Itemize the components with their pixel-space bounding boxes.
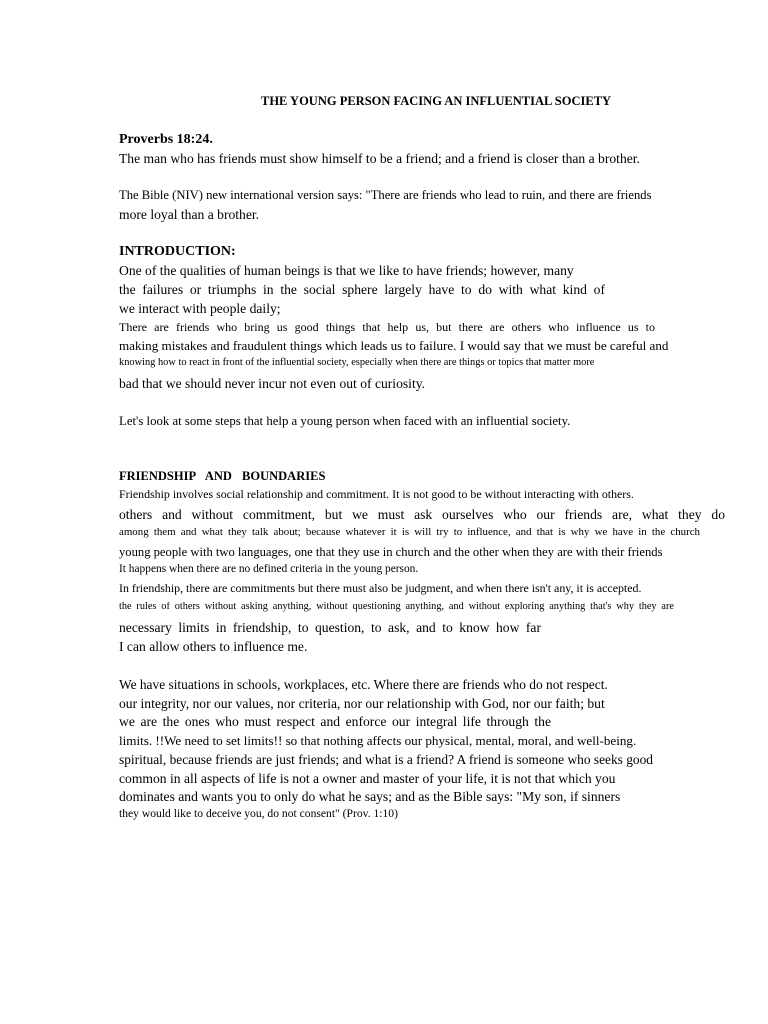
friendship-line: Friendship involves social relationship and commitment. It is not good to be without interacting with others. <box>119 487 634 501</box>
situations-line: limits. !!We need to set limits!! so that nothing affects our physical, mental, moral, and well-being. <box>119 733 637 748</box>
situations-line: we are the ones who must respect and enforce our integral life through the <box>119 715 551 729</box>
friendship-line: others and without commitment, but we must ask ourselves who our friends are, what they do <box>119 508 725 522</box>
intro-line: making mistakes and fraudulent things which leads us to failure. I would say that we must be careful and <box>119 338 669 353</box>
situations-line: our integrity, nor our values, nor criteria, nor our relationship with God, nor our faith; but <box>119 696 605 711</box>
intro-line: knowing how to react in front of the influential society, especially when there are things or topics that matter more <box>119 357 595 368</box>
friendship-line: the rules of others without asking anything, without questioning anything, and without exploring anything that's why they are <box>119 602 674 612</box>
situations-line: spiritual, because friends are just friends; and what is a friend? A friend is someone who seeks good <box>119 752 653 767</box>
verse-text: The man who has friends must show himself to be a friend; and a friend is closer than a brother. <box>119 151 640 166</box>
niv-line: The Bible (NIV) new international version says: "There are friends who lead to ruin, and there are friends <box>119 188 652 202</box>
introduction-heading: INTRODUCTION: <box>119 244 236 259</box>
intro-line: There are friends who bring us good things that help us, but there are others who influence us to <box>119 321 655 334</box>
friendship-line: I can allow others to influence me. <box>119 639 308 654</box>
niv-line: more loyal than a brother. <box>119 207 260 222</box>
document-title: THE YOUNG PERSON FACING AN INFLUENTIAL SOCIETY <box>261 94 612 108</box>
intro-line: bad that we should never incur not even out of curiosity. <box>119 376 426 391</box>
intro-line: the failures or triumphs in the social sphere largely have to do with what kind of <box>119 283 605 297</box>
situations-line: We have situations in schools, workplaces, etc. Where there are friends who do not respect. <box>119 677 608 692</box>
intro-line: One of the qualities of human beings is that we like to have friends; however, many <box>119 263 574 278</box>
friendship-line: among them and what they talk about; because whatever it is will try to influence, and that is why we have in the church <box>119 527 700 538</box>
friendship-line: necessary limits in friendship, to question, to ask, and to know how far <box>119 621 541 635</box>
friendship-line: young people with two languages, one that they use in church and the other when they are with their friends <box>119 545 663 559</box>
friendship-line: It happens when there are no defined criteria in the young person. <box>119 563 419 575</box>
intro-line: we interact with people daily; <box>119 301 281 316</box>
verse-reference: Proverbs 18:24. <box>119 132 213 147</box>
friendship-heading: FRIENDSHIP AND BOUNDARIES <box>119 469 326 483</box>
situations-line: common in all aspects of life is not a owner and master of your life, it is not that which you <box>119 771 616 786</box>
friendship-line: In friendship, there are commitments but there must also be judgment, and when there isn't any, it is accepted. <box>119 581 642 595</box>
situations-line: they would like to deceive you, do not consent" (Prov. 1:10) <box>119 807 398 820</box>
steps-paragraph: Let's look at some steps that help a young person when faced with an influential society. <box>119 414 571 428</box>
situations-line: dominates and wants you to only do what he says; and as the Bible says: "My son, if sinners <box>119 789 621 804</box>
